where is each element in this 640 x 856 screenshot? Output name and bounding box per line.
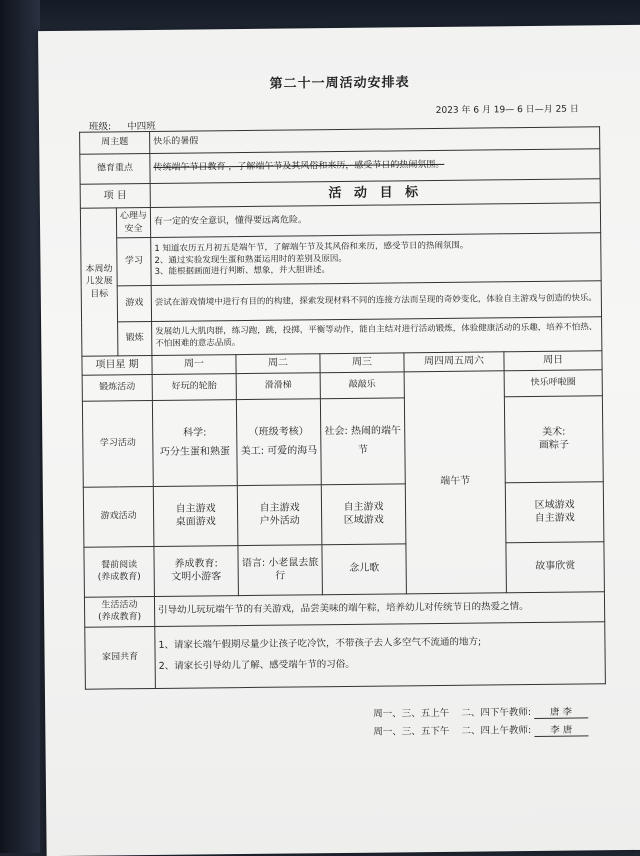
- cell-tue: 语言: 小老鼠去旅行: [238, 544, 323, 595]
- goal-label: 心理与安全: [116, 207, 150, 237]
- cell-mon: 好玩的轮胎: [152, 373, 236, 400]
- goal-text: 1 知道农历五月初五是端午节，了解端午节及其风俗和来历，感受节日的热闹氛围。 2、通过实验发现生蛋和熟蛋运用时的差别及原因。 3、能根据画面进行判断、想象，并大胆讲述。: [151, 233, 602, 286]
- cell-tue: （班级考核） 美工: 可爱的海马: [236, 398, 321, 485]
- goal-label: 锻炼: [118, 321, 152, 355]
- teacher-line: [373, 721, 588, 738]
- teacher-line-left: 周一、三、五下午: [373, 725, 450, 738]
- goal-header-left: 项 目: [80, 183, 150, 208]
- cell-sun: 故事欣赏: [506, 541, 605, 592]
- teacher-line: [373, 703, 588, 720]
- teacher-line-right: 二、四下午教师:: [461, 707, 532, 719]
- game-row: [83, 481, 604, 546]
- teacher-name: 唐 李: [534, 703, 588, 719]
- row-label: 锻炼活动: [82, 374, 152, 401]
- schedule-header-cell: 周三: [320, 353, 404, 372]
- schedule-header-cell: 周二: [236, 354, 320, 373]
- moral-value: 传统端午节日教育 ，了解端午节及其风俗和来历，感受节日的热闹氛围。: [150, 149, 600, 184]
- cell-sun: 区域游戏 自主游戏: [505, 481, 604, 542]
- schedule-header-cell: 周一: [152, 355, 236, 374]
- schedule-header-cell: 周四周五周六: [404, 352, 504, 372]
- cell-wed: 自主游戏 区域游戏: [321, 483, 406, 544]
- cell-tue: 自主游戏 户外活动: [237, 484, 322, 545]
- goal-text: 发展幼儿大肌肉群，练习跑，跳，投掷，平衡等动作，能自主结对进行活动锻炼，体验健康活动的乐趣，培养不怕热、不怕困难的意志品质。: [152, 317, 602, 356]
- home-row: [85, 621, 606, 688]
- teacher-line-right: 二、四上午教师:: [461, 725, 532, 737]
- reading-row: [84, 541, 605, 596]
- teacher-line-left: 周一、三、五上午: [373, 707, 450, 720]
- class-value: 中四班: [127, 120, 156, 133]
- background-left: [0, 0, 40, 853]
- holiday-cell: 端午节: [404, 370, 506, 593]
- cell-wed: 念儿歌: [322, 543, 407, 594]
- class-label: 班级:: [88, 121, 112, 133]
- cell-mon: 养成教育: 文明小游客: [154, 545, 239, 596]
- schedule-paper: [38, 25, 640, 856]
- date-range: 2023 年 6 月 19— 6 日—月 25 日: [435, 104, 579, 116]
- cell-mon: 自主游戏 桌面游戏: [153, 485, 238, 546]
- home-item: 2、请家长引导幼儿了解、感受端午节的习俗。: [158, 658, 355, 672]
- goal-label: 学习: [117, 237, 152, 285]
- row-label: 家园共育: [85, 626, 156, 689]
- cell-wed: 敲敲乐: [320, 371, 404, 398]
- schedule-header-cell: 周日: [504, 351, 602, 371]
- row-label: 学习活动: [82, 400, 153, 487]
- goal-text: 尝试在游戏情境中进行有目的的构建，探索发现材料不同的连接方法而呈现的奇妙变化，体验自主游戏与创造的快乐。: [151, 281, 601, 322]
- schedule-table: [79, 126, 606, 689]
- moral-label: 德育重点: [80, 153, 150, 184]
- row-label: 生活活动 (养成教育): [84, 596, 154, 627]
- goal-side-label: 本周幼儿发展目标: [80, 208, 118, 356]
- cell-mon: 科学: 巧分生蛋和熟蛋: [152, 399, 237, 486]
- goal-row: [81, 233, 602, 286]
- study-row: [82, 395, 603, 486]
- cell-sun: 美术: 画粽子: [504, 395, 603, 482]
- theme-value: 快乐的暑假: [150, 127, 600, 154]
- goal-label: 游戏: [117, 285, 151, 321]
- home-text: [155, 621, 606, 688]
- home-item: 1、请家长端午假期尽量少让孩子吃冷饮，不带孩子去人多空气不流通的地方;: [158, 636, 482, 652]
- page-title: 第二十一周活动安排表: [269, 75, 410, 92]
- theme-label: 周主题: [80, 131, 150, 154]
- row-label: 餐前阅读 (养成教育): [84, 546, 155, 597]
- schedule-header-cell: 项目星 期: [82, 355, 152, 374]
- goal-text: 有一定的安全意识，懂得要远离危险。: [150, 203, 600, 238]
- goal-row: [81, 281, 601, 322]
- cell-sun: 快乐呼啦圈: [504, 369, 602, 396]
- teacher-name: 李 唐: [534, 721, 588, 737]
- cell-tue: 滑滑梯: [236, 372, 320, 399]
- goal-row: [82, 317, 602, 356]
- goal-header-right: 活 动 目 标: [150, 179, 600, 208]
- life-text: 引导幼儿玩玩端午节的有关游戏，品尝美味的端午粽，培养幼儿对传统节日的热爱之情。: [154, 591, 604, 626]
- cell-wed: 社会: 热闹的端午节: [320, 397, 405, 484]
- row-label: 游戏活动: [83, 486, 154, 547]
